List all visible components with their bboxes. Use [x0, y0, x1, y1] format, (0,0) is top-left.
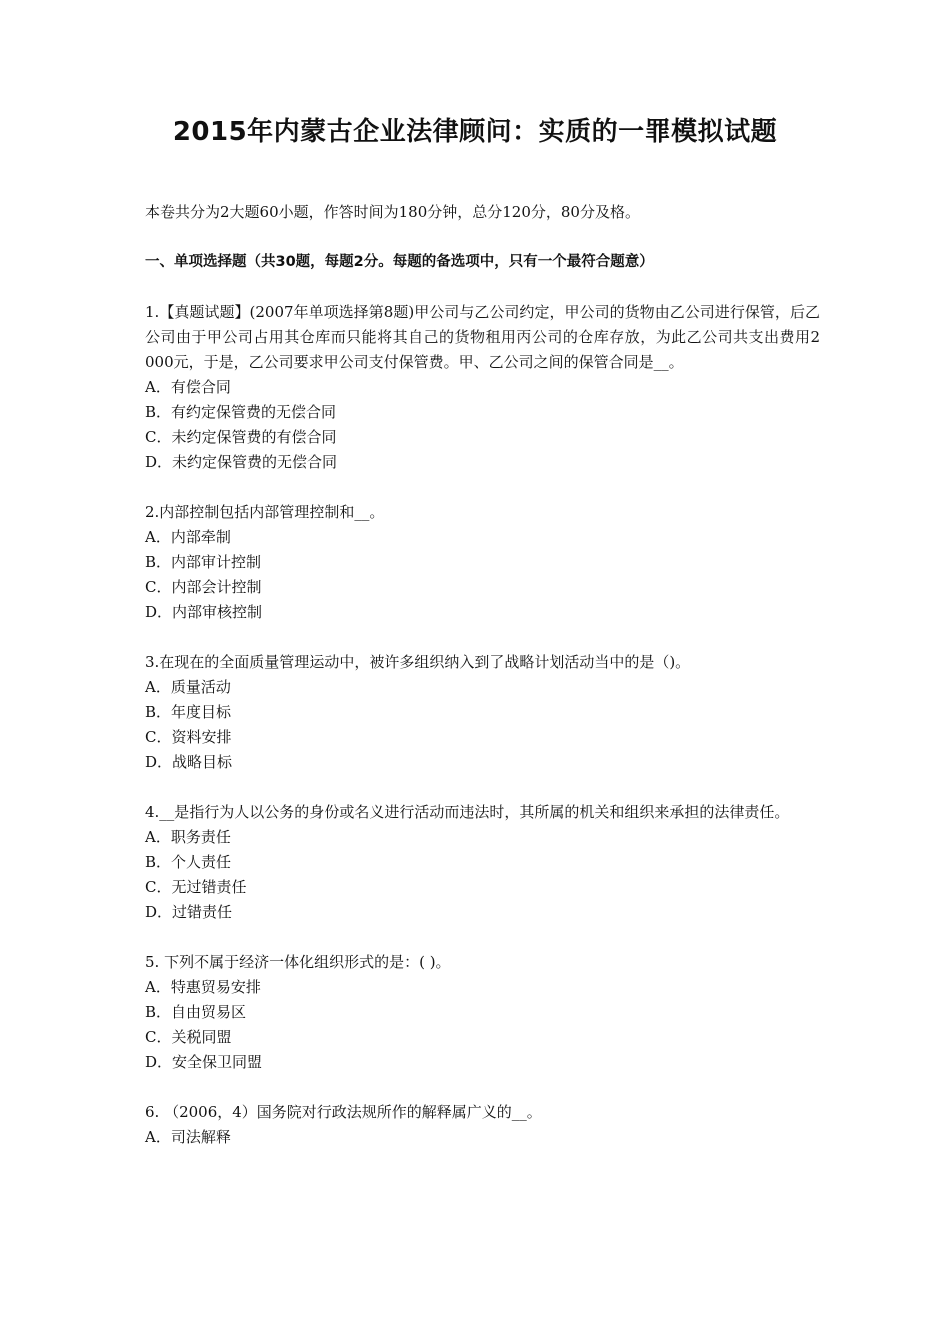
option-b: B．年度目标	[145, 703, 232, 721]
option-a: A．内部牵制	[145, 528, 231, 546]
question-stem: 2.内部控制包括内部管理控制和__。	[145, 503, 385, 521]
section-heading: 一、单项选择题（共30题，每题2分。每题的备选项中，只有一个最符合题意）	[145, 254, 654, 270]
option-c: C．无过错责任	[145, 878, 247, 896]
question-2	[145, 500, 820, 625]
option-a: A．有偿合同	[145, 378, 231, 396]
option-a: A．特惠贸易安排	[145, 978, 261, 996]
option-c: C．资料安排	[145, 728, 232, 746]
option-c: C．未约定保管费的有偿合同	[145, 428, 337, 446]
option-d: D．战略目标	[145, 753, 233, 771]
option-b: B．内部审计控制	[145, 553, 262, 571]
exam-intro: 本卷共分为2大题60小题，作答时间为180分钟，总分120分，80分及格。	[145, 203, 640, 221]
option-d: D．未约定保管费的无偿合同	[145, 453, 338, 471]
question-4	[145, 800, 820, 925]
document-body	[145, 200, 820, 1150]
option-d: D．内部审核控制	[145, 603, 263, 621]
question-stem: 6. （2006，4）国务院对行政法规所作的解释属广义的__。	[145, 1103, 542, 1121]
option-a: A．司法解释	[145, 1128, 231, 1146]
question-6	[145, 1100, 820, 1150]
option-a: A．质量活动	[145, 678, 231, 696]
option-d: D．安全保卫同盟	[145, 1053, 263, 1071]
question-1	[145, 300, 820, 475]
question-5	[145, 950, 820, 1075]
option-b: B．有约定保管费的无偿合同	[145, 403, 337, 421]
question-3	[145, 650, 820, 775]
question-stem: 1.【真题试题】(2007年单项选择第8题)甲公司与乙公司约定，甲公司的货物由乙公司进行保管，后乙公司由于甲公司占用其仓库而只能将其自己的货物租用丙公司的仓库存放，为此乙公司共支出费用2 000元，于是，乙公司要求甲公司支付保管费。甲、乙公司之间的保管合同是__。	[145, 303, 820, 371]
option-c: C．内部会计控制	[145, 578, 262, 596]
question-stem: 5. 下列不属于经济一体化组织形式的是：( )。	[145, 953, 451, 971]
option-a: A．职务责任	[145, 828, 231, 846]
question-stem: 4.__是指行为人以公务的身份或名义进行活动而违法时，其所属的机关和组织来承担的法律责任。	[145, 803, 790, 821]
option-b: B．个人责任	[145, 853, 232, 871]
document-title: 2015年内蒙古企业法律顾问：实质的一罪模拟试题	[172, 117, 778, 147]
option-c: C．关税同盟	[145, 1028, 232, 1046]
question-stem: 3.在现在的全面质量管理运动中，被许多组织纳入到了战略计划活动当中的是（)。	[145, 653, 691, 671]
option-d: D．过错责任	[145, 903, 233, 921]
option-b: B．自由贸易区	[145, 1003, 247, 1021]
